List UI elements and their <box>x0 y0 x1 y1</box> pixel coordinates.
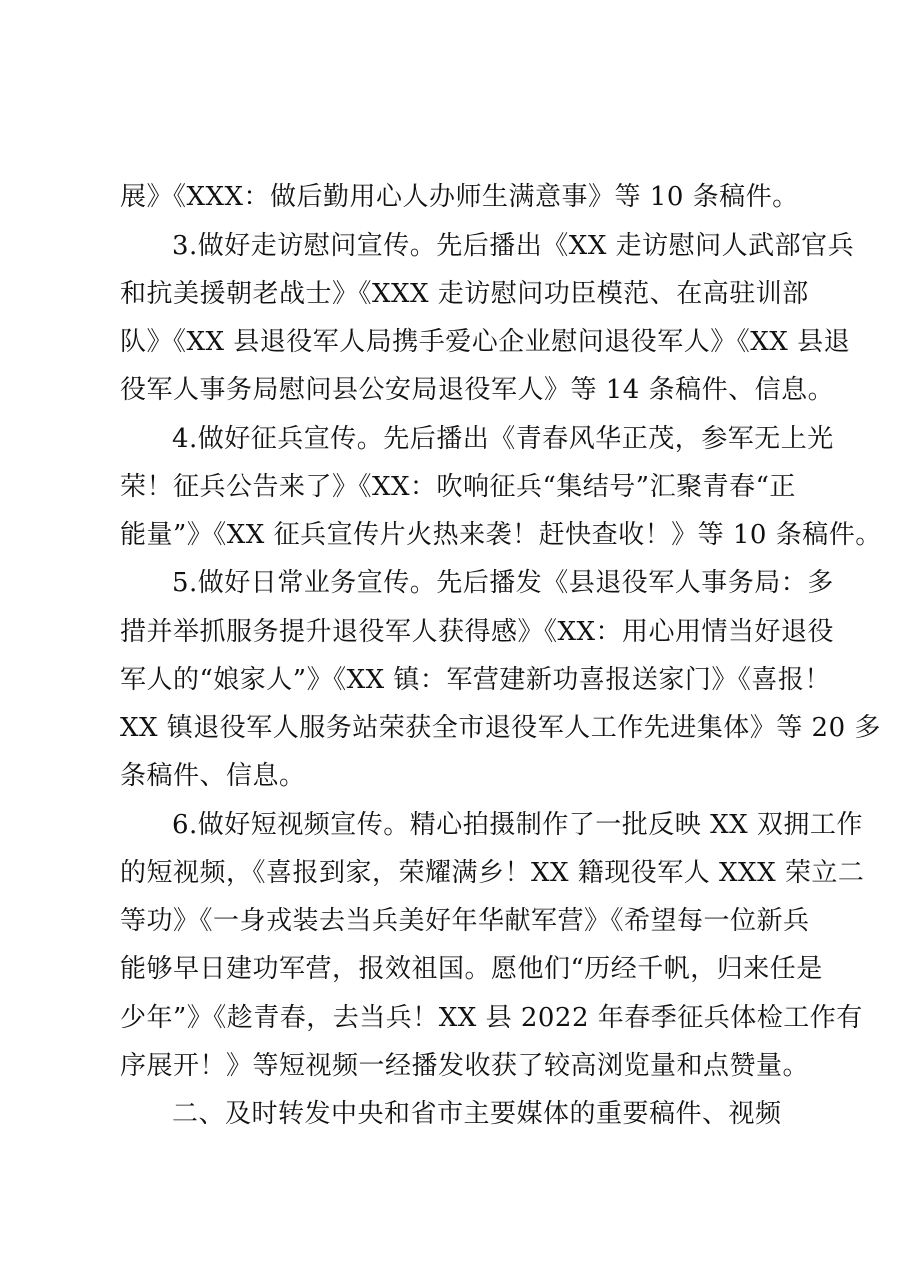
text-line: 役军人事务局慰问县公安局退役军人》等 14 条稿件、信息。 <box>120 375 835 405</box>
text-line: XX 镇退役军人服务站荣获全市退役军人工作先进集体》等 20 多 <box>120 713 881 743</box>
text-line: 军人的“娘家人”》《XX 镇：军营建新功喜报送家门》《喜报！ <box>120 665 831 695</box>
section-heading-5: 5.做好日常业务宣传。先后播发《县退役军人事务局：多 <box>172 568 834 598</box>
section-heading-two: 二、及时转发中央和省市主要媒体的重要稿件、视频 <box>172 1099 782 1129</box>
text-line: 荣！征兵公告来了》《XX：吹响征兵“集结号”汇聚青春“正 <box>120 472 796 502</box>
text-line: 序展开！》等短视频一经播发收获了较高浏览量和点赞量。 <box>120 1051 810 1081</box>
text-line: 措并举抓服务提升退役军人获得感》《XX：用心用情当好退役 <box>120 617 835 647</box>
text-line: 的短视频，《喜报到家，荣耀满乡！XX 籍现役军人 XXX 荣立二 <box>120 858 865 888</box>
section-heading-4: 4.做好征兵宣传。先后播出《青春风华正茂，参军无上光 <box>172 424 834 454</box>
text-line: 等功》《一身戎装去当兵美好年华献军营》《希望每一位新兵 <box>120 906 810 936</box>
text-line: 条稿件、信息。 <box>120 761 306 791</box>
text-line: 能够早日建功军营，报效祖国。愿他们“历经千帆，归来任是 <box>120 954 823 984</box>
text-line: 队》《XX 县退役军人局携手爱心企业慰问退役军人》《XX 县退 <box>120 327 851 357</box>
text-line: 少年”》《趁青春，去当兵！XX 县 2022 年春季征兵体检工作有 <box>120 1003 863 1033</box>
text-line: 和抗美援朝老战士》《XXX 走访慰问功臣模范、在高驻训部 <box>120 279 809 309</box>
section-heading-6: 6.做好短视频宣传。精心拍摄制作了一批反映 XX 双拥工作 <box>172 810 863 840</box>
text-line: 能量”》《XX 征兵宣传片火热来袭！赶快查收！》等 10 条稿件。 <box>120 520 882 550</box>
section-heading-3: 3.做好走访慰问宣传。先后播出《XX 走访慰问人武部官兵 <box>172 231 855 261</box>
text-line: 展》《XXX：做后勤用心人办师生满意事》等 10 条稿件。 <box>120 182 799 212</box>
